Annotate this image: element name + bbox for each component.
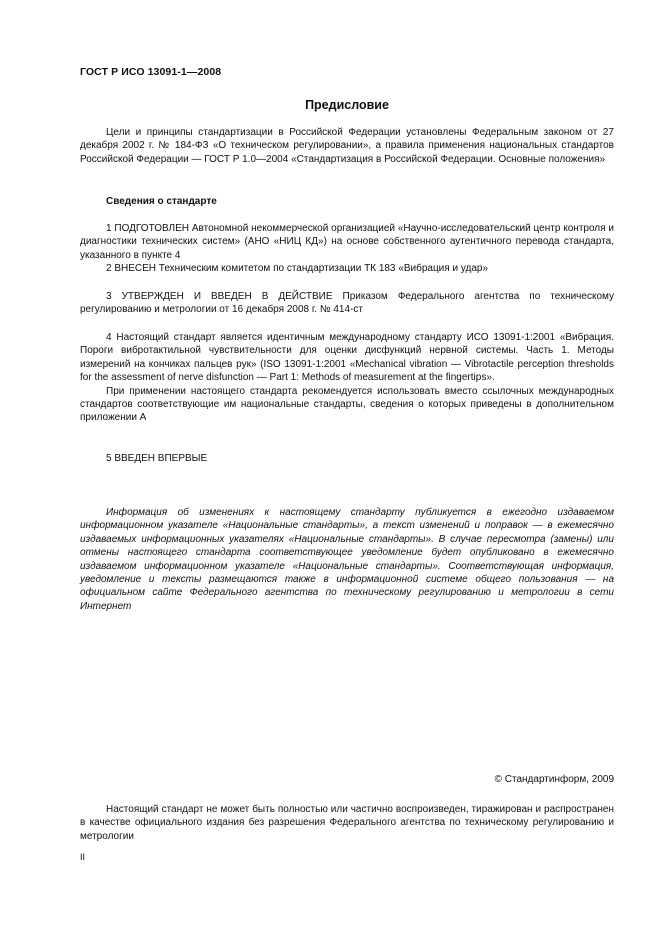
- item-4-section: [80, 331, 614, 425]
- item-3-paragraph: 3 УТВЕРЖДЕН И ВВЕДЕН В ДЕЙСТВИЕ Приказом Федерального агентства по техническому регулированию и метрологии от 16 декабря 2008 г. № 414-ст: [80, 291, 614, 316]
- changes-notice-paragraph: Информация об изменениях к настоящему стандарту публикуется в ежегодно издаваемом информационном указателе «Национальные стандарты», а текст изменений и поправок — в ежемесячно издаваемых информационных указателях «Национальные стандарты». В случае пересмотра (замены) или отмены настоящего стандарта соответствующее уведомление будет опубликовано в ежемесячно издаваемом информационном указателе «Национальные стандарты». Соответствующая информация, уведомление и тексты размещаются также в информационной системе общего пользования — на официальном сайте Федерального агентства по техническому регулированию и метрологии в сети Интернет: [80, 507, 614, 612]
- item-1-paragraph: 1 ПОДГОТОВЛЕН Автономной некоммерческой организацией «Научно-исследовательский центр контроля и диагностики технических систем» (АНО «НИЦ КД») на основе собственного аутентичного перевода стандарта, указанного в пункте 4: [80, 223, 614, 261]
- intro-paragraph: Цели и принципы стандартизации в Российской Федерации установлены Федеральным законом от 27 декабря 2002 г. № 184-ФЗ «О техническом регулировании», а правила применения национальных стандартов Российской Федерации — ГОСТ Р 1.0—2004 «Стандартизация в Российской Федерации. Основные положения»: [80, 127, 614, 165]
- copyright-notice: © Стандартинформ, 2009: [494, 774, 614, 785]
- page-title: Предисловие: [305, 98, 389, 112]
- reproduction-notice-section: [80, 803, 614, 843]
- item-5-section: [80, 452, 614, 465]
- changes-notice-section: [80, 506, 614, 613]
- reproduction-notice-paragraph: Настоящий стандарт не может быть полностью или частично воспроизведен, тиражирован и распространен в качестве официального издания без разрешения Федерального агентства по техническому регулированию и метрологии: [80, 804, 614, 842]
- intro-section: [80, 126, 614, 166]
- item-4-note-paragraph: При применении настоящего стандарта рекомендуется использовать вместо ссылочных международных стандартов соответствующие им национальные стандарты, сведения о которых приведены в дополнительном приложении А: [80, 385, 614, 424]
- document-code-header: ГОСТ Р ИСО 13091-1—2008: [80, 66, 222, 78]
- page-number: II: [80, 852, 86, 862]
- item-5-paragraph: 5 ВВЕДЕН ВПЕРВЫЕ: [106, 453, 208, 464]
- item-1-section: [80, 222, 614, 276]
- standard-info-heading: Сведения о стандарте: [106, 196, 217, 207]
- item-2-paragraph: 2 ВНЕСЕН Техническим комитетом по стандартизации ТК 183 «Вибрация и удар»: [106, 263, 489, 275]
- item-3-section: [80, 290, 614, 317]
- item-4-paragraph: 4 Настоящий стандарт является идентичным международному стандарту ИСО 13091-1:2001 «Вибрация. Пороги вибротактильной чувствительности для оценки дисфункций нервной системы. Часть 1. Методы измерений на кончиках пальцев рук» (ISO 13091-1:2001 «Mechanical vibration — Vibrotactile perception thresholds for the assessment of nerve disfunction — Part 1: Methods of measurement at the fingertips».: [80, 332, 614, 384]
